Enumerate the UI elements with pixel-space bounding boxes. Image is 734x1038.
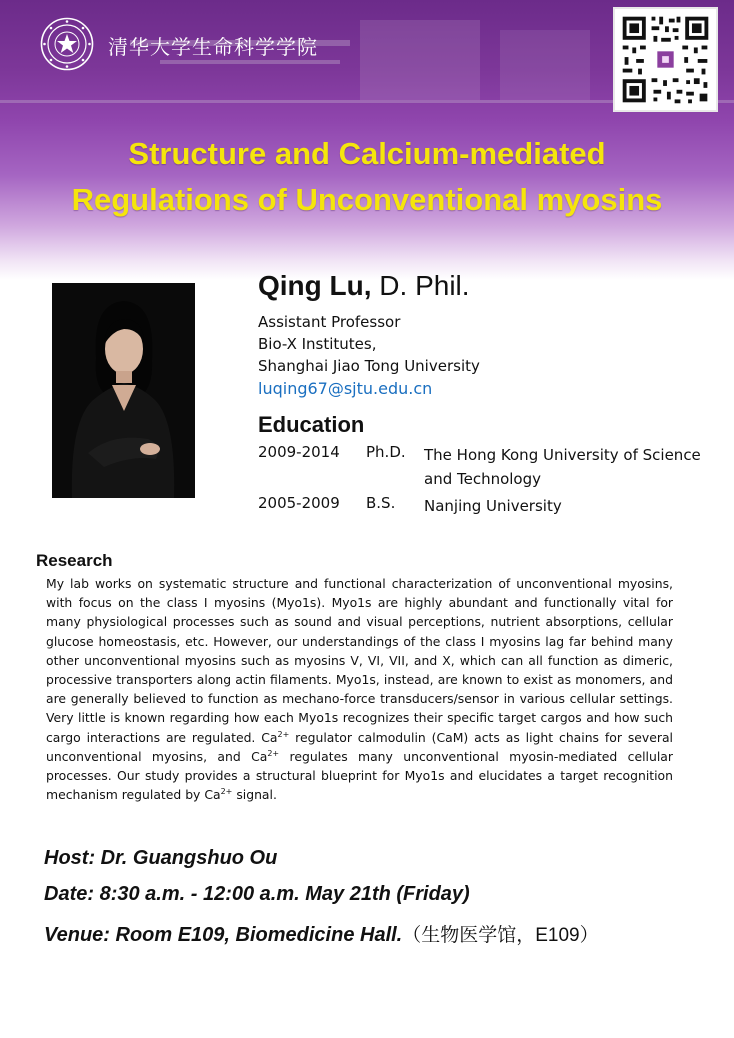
- event-venue: [44, 920, 599, 947]
- education-years: 2005-2009: [258, 494, 340, 512]
- education-heading: Education: [258, 412, 365, 437]
- research-text: My lab works on systematic structure and functional characterization of unconventional myosins, with focus on the class I myosins (Myo1s). Myo1s are highly abundant and functionally vital for many physiological processes such as sound and visual perceptions, nutrient absorptions, cellular glucose homeostasis, etc. However, our understandings of the class I myosins lag far behind many other unconventional myosins such as myosins V, VI, VII, and X, which can all function as dimeric, processive transporters along actin filaments. Myo1s, instead, are known to exist as monomers, and are generally believed to function as mechano-force transducers/sensor in various cellular settings. Very little is known regarding how each Myo1s recognizes their specific target cargos and how such cargo interactions are regulated. Ca: [46, 576, 673, 745]
- event-venue-text: Venue: Room E109, Biomedicine Hall.: [44, 924, 403, 946]
- speaker-email-link[interactable]: luqing67@sjtu.edu.cn: [258, 379, 433, 398]
- speaker-name-text: Qing Lu,: [258, 270, 372, 301]
- research-heading: Research: [36, 551, 113, 570]
- talk-title-line-2: Regulations of Unconventional myosins: [71, 182, 663, 217]
- speaker-photo: [52, 283, 195, 498]
- talk-title-line-1: Structure and Calcium-mediated: [128, 136, 606, 171]
- education-degree: B.S.: [366, 494, 396, 512]
- school-name: 清华大学生命科学学院: [108, 35, 318, 59]
- superscript: 2+: [277, 729, 290, 739]
- event-venue-chinese: （生物医学馆，E109）: [402, 925, 599, 946]
- speaker-position: Assistant Professor: [258, 313, 401, 331]
- research-text: regulates many unconventional myosin-mediated cellular processes. Our study provides a structural blueprint for Myo1s and elucidates a target recognition mechanism regulated by Ca: [46, 748, 673, 803]
- event-host: Host: Dr. Guangshuo Ou: [44, 847, 278, 869]
- education-degree: Ph.D.: [366, 443, 406, 461]
- research-text: signal.: [232, 787, 277, 803]
- superscript: 2+: [220, 787, 233, 797]
- speaker-university: Shanghai Jiao Tong University: [258, 357, 480, 375]
- research-abstract: [46, 574, 673, 804]
- education-years: 2009-2014: [258, 443, 340, 461]
- speaker-institute: Bio-X Institutes,: [258, 335, 377, 353]
- event-date: Date: 8:30 a.m. - 12:00 a.m. May 21th (Friday): [44, 883, 470, 905]
- education-institution: Nanjing University: [424, 497, 562, 515]
- tsinghua-seal-icon: [40, 17, 94, 71]
- qr-code-icon[interactable]: [613, 7, 718, 112]
- superscript: 2+: [267, 748, 280, 758]
- speaker-name: [258, 270, 470, 302]
- research-text: regulator calmodulin (CaM) acts as light chains for several unconventional myosins, and Ca: [46, 729, 673, 764]
- speaker-degree: D. Phil.: [371, 270, 470, 301]
- education-institution: The Hong Kong University of Science and Technology: [424, 446, 701, 488]
